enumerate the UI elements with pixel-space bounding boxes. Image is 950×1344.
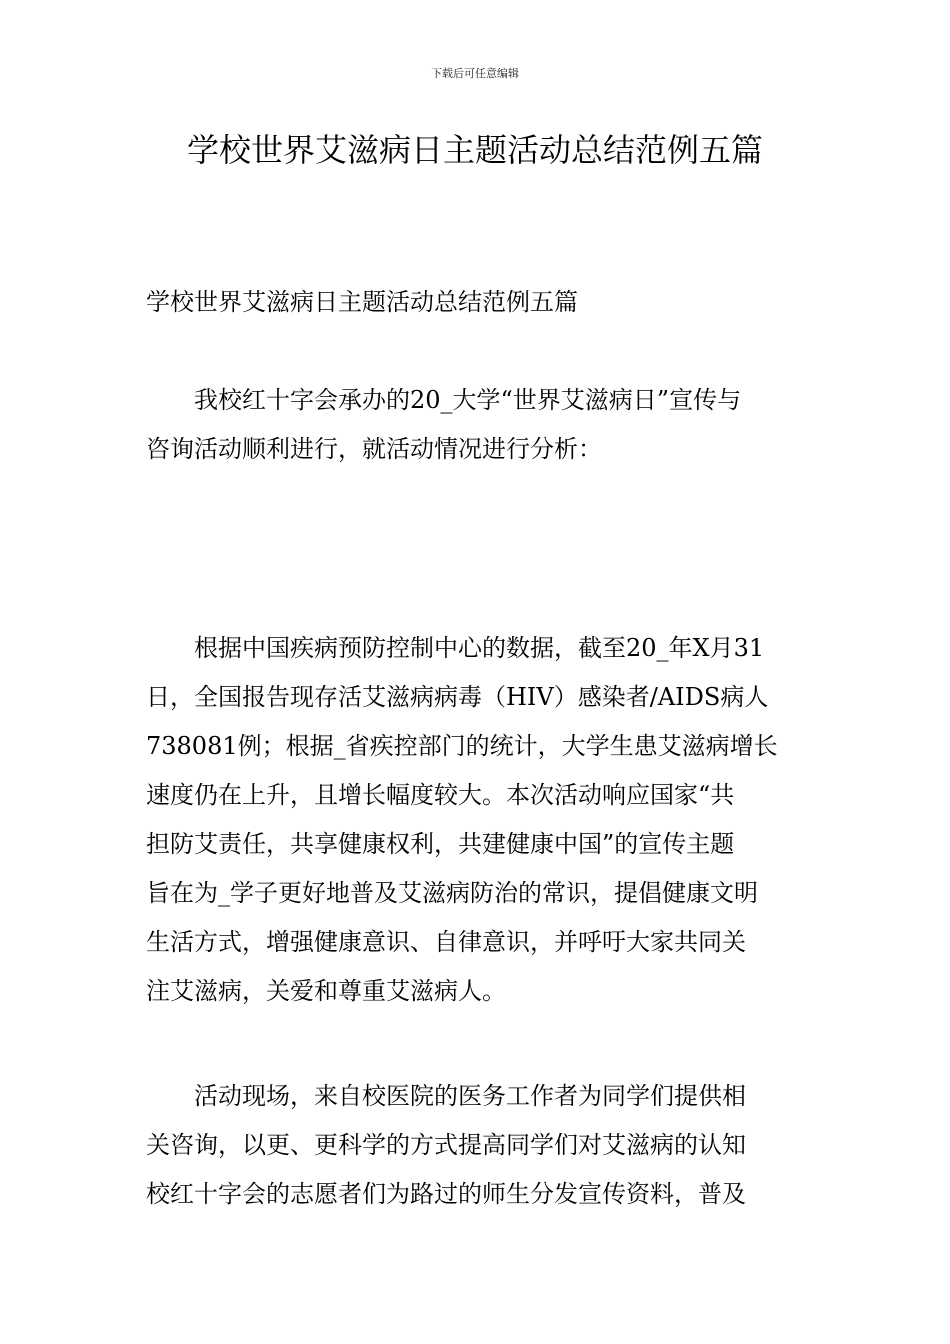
paragraph-line: 担防艾责任，共享健康权利，共建健康中国”的宣传主题 xyxy=(146,830,735,858)
paragraph-line: 根据中国疾病预防控制中心的数据，截至20_年X月31 xyxy=(146,634,765,662)
paragraph-1 xyxy=(146,376,810,474)
paragraph-3 xyxy=(146,1072,810,1219)
paragraph-line: 速度仍在上升，且增长幅度较大。本次活动响应国家“共 xyxy=(146,781,735,809)
paragraph-line: 我校红十字会承办的20_大学“世界艾滋病日”宣传与 xyxy=(146,386,742,414)
paragraph-2 xyxy=(146,624,810,1016)
document-title: 学校世界艾滋病日主题活动总结范例五篇 xyxy=(186,131,763,169)
paragraph-line: 生活方式，增强健康意识、自律意识，并呼吁大家共同关 xyxy=(146,928,746,956)
paragraph-line: 关咨询，以更、更科学的方式提高同学们对艾滋病的认知 xyxy=(146,1131,746,1159)
paragraph-line: 738081例；根据_省疾控部门的统计，大学生患艾滋病增长 xyxy=(146,732,778,760)
paragraph-line: 校红十字会的志愿者们为路过的师生分发宣传资料，普及 xyxy=(146,1180,746,1208)
paragraph-line: 旨在为_学子更好地普及艾滋病防治的常识，提倡健康文明 xyxy=(146,879,758,907)
header-note: 下载后可任意编辑 xyxy=(431,67,519,80)
paragraph-line: 日，全国报告现存活艾滋病病毒（HIV）感染者/AIDS病人 xyxy=(146,683,769,711)
paragraph-line: 注艾滋病，关爱和尊重艾滋病人。 xyxy=(146,977,506,1005)
document-subtitle: 学校世界艾滋病日主题活动总结范例五篇 xyxy=(146,288,578,316)
paragraph-line: 咨询活动顺利进行，就活动情况进行分析： xyxy=(146,435,602,463)
paragraph-line: 活动现场，来自校医院的医务工作者为同学们提供相 xyxy=(146,1082,746,1110)
